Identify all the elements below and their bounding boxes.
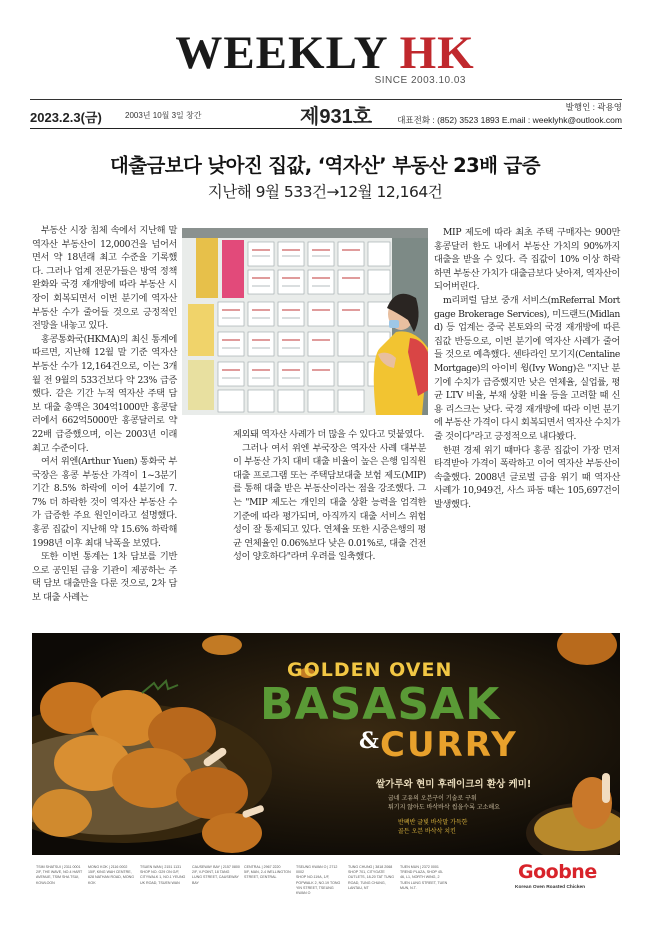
ad-desc-line: 골든 오븐 바삭삭 치킨: [398, 828, 456, 835]
paragraph: 홍콩통화국(HKMA)의 최신 통계에 따르면, 지난해 12월 말 기준 역자산 부동산 수가 12,164건으로, 이는 3개월 전 9월의 533건보다 약 23% 급증했다. 같은 기간 누적 역자산 주택 담보 대출 총액은 304억1000만 홍콩달러에서 662억5000만 홍콩달러로 약 22배 급증했으며, 이는 2003년 이래 최고 수준이다.: [32, 333, 177, 454]
store-address: SHOP 701, CITYGATE OUTLETS, 18-20 TAT TUNG ROAD, TUNG CHUNG, LANTAU, NT: [348, 870, 394, 890]
goobne-logo-sub: Korean Oven Roasted Chicken: [515, 885, 586, 890]
contact-line: 대표전화 : (852) 3523 1893 E.mail : weeklyhk@outlook.com: [397, 115, 622, 125]
store-address: TREND PLAZA, SHOP 45-46, L1, NORTH WING, 2 TUEN LUNG STREET, TUEN MUN, N.T.: [400, 870, 448, 890]
paragraph: 부동산 시장 침체 속에서 지난해 말 역자산 부동산이 12,000건을 넘어서면서 약 18년래 최고 수준을 기록했다. 그러나 업계 전문가들은 방역 정책 완화와 국경 재개방에 따라 부동산 시장이 회복되면서 이번 분기에 역자산 부동산 수가 줄어들 것으로 긍정적인 전망을 내놓고 있다.: [32, 225, 177, 332]
store-name: TSUEN WAN | 2151 1131: [140, 865, 182, 869]
ad-desc-line: 굽네 고유의 오븐구이 기술로 구워: [388, 795, 477, 802]
advertisement-banner[interactable]: [32, 633, 620, 855]
article-column-3: [434, 226, 620, 511]
founded-date: 2003년 10월 3일 창간: [125, 111, 202, 120]
store-name: CAUSEWAY BAY | 2157 0800: [192, 865, 240, 869]
ad-desc-line: 튀기지 않아도 바삭바삭 씹을수록 고소해요: [388, 804, 500, 811]
store-entry: [348, 865, 396, 891]
store-address: SHOP NO.119A, 1/F, POPWALK 2, NO.19 TONG YIN STREET, TSEUNG KWAN O: [296, 875, 341, 896]
store-entry: [244, 865, 292, 881]
ad-brand-top: GOLDEN OVEN: [287, 659, 453, 681]
paragraph: 여서 위엔(Arthur Yuen) 통화국 부국장은 홍콩 부동산 가격이 1~3분기 기간 8.5% 하락에 이어 4분기에 7.7% 더 하락한 것이 역자산 부동산 수가 급증한 주요 원인이라고 설명했다. 홍콩 집값이 지난해 약 15.6% 하락해 1998년 이후 최대 낙폭을 보였다.: [32, 456, 177, 549]
store-name: CENTRAL | 2967 2220: [244, 865, 281, 869]
paragraph: 한편 경제 위기 때마다 홍콩 집값이 가장 먼저 타격받아 가격이 폭락하고 이어 역자산 부동산이 속출했다. 2008년 글로벌 금융 위기 때 역자산 사례가 10,949건, 사스 파동 때는 105,697건이 발생했다.: [434, 444, 620, 510]
masthead-since: SINCE 2003.10.03: [374, 75, 466, 86]
store-name: TUNG CHUNG | 3818 2068: [348, 865, 393, 869]
listing-board: [182, 238, 392, 415]
paragraph: 또한 이번 통계는 1차 담보를 기반으로 공인된 금융 기관이 제공하는 주택 담보 대출만을 다룬 것으로, 2차 담보 대출 사례는: [32, 551, 177, 604]
ad-desc-line: 반팩반 글빛 바삭말 가득한: [398, 819, 468, 826]
store-name: TSIM SHATSUI | 2311 0001: [36, 865, 81, 869]
ad-ampersand: &: [359, 728, 379, 754]
store-entry: [296, 865, 344, 896]
store-entry: [400, 865, 448, 891]
article-headline: 대출금보다 낮아진 집값, ‘역자산’ 부동산 23배 급증: [110, 154, 540, 177]
paragraph: 그러나 여서 위엔 부국장은 역자산 사례 대부분이 부동산 가치 대비 대출 비율이 높은 은행 임직원 대출 프로그램 또는 주택담보대출 보험 제도(MIP)를 통해 대출 받은 부동산이라는 점을 강조했다. 그는 "MIP 제도는 개인의 대출 상환 능력을 엄격한 기준에 따라 평가되며, 아직까지 대출 서비스 위험성이 잘 통제되고 있다. 연체율 또한 시중은행의 평균 연체율인 0.06%보다 낮은 0.01%로, 대출 건전성이 양호하다"라며 우려를 일축했다.: [233, 442, 426, 563]
masthead-title-accent: HK: [399, 27, 475, 79]
store-address: 15/F, KING WAH CENTRE, 628 NATHAN ROAD, MONG KOK: [88, 870, 135, 885]
header-rule-bottom: [30, 128, 622, 129]
ad-brand-main: BASASAK: [260, 679, 501, 730]
issue-date: 2023.2.3(금): [30, 110, 102, 125]
ad-brand-sub: CURRY: [380, 725, 518, 765]
ad-tagline: 쌀가루와 현미 후레이크의 환상 케미!: [376, 779, 532, 790]
store-entry: [140, 865, 188, 886]
store-name: TUEN MUN | 2372 0001: [400, 865, 439, 869]
paragraph: 제외돼 역자산 사례가 더 많을 수 있다고 덧붙였다.: [233, 429, 425, 440]
store-name: MONG KOK | 2116 0002: [88, 865, 128, 869]
store-entry: [88, 865, 136, 886]
goobne-logo: Goobne: [518, 861, 597, 883]
article-photo: [182, 228, 428, 415]
ad-highlight: [398, 818, 467, 836]
article-column-1: [32, 224, 177, 605]
store-entry: [192, 865, 240, 886]
store-address: 5/F, MAN, 2-4 WELLINGTON STREET, CENTRAL: [244, 870, 291, 880]
store-list-footer: [32, 859, 620, 901]
article-column-2: [233, 428, 426, 564]
ad-description: [388, 794, 500, 812]
property-listings-photo: [182, 228, 428, 415]
masthead-title: [0, 28, 650, 78]
store-name: TSEUNG KWAN O | 2712 0002: [296, 865, 338, 875]
publisher-name: 발행인 : 곽용영: [565, 102, 622, 112]
issue-number: 제931호: [300, 106, 373, 128]
publisher-info: [397, 101, 622, 127]
paragraph: m리퍼럴 담보 중개 서비스(mReferral Mortgage Brokerage Services), 미드랜드(Midland) 등 업계는 중국 본토와의 국경 재개방에 따른 집값 반등으로, 이번 분기에 역자산 사례가 줄어들 것으로 예측했다. 센타라인 모기지(Centaline Mortgage)의 아이비 윙(Ivy Wong)은 "지난 분기에 수치가 급증했지만 낮은 연체율, 실업률, 평균 LTV 비율, 부채 상환 비율 등을 고려할 때 신용 리스크는 낮다. 국경 재개방에 따라 이번 분기에 부동산 가격이 다시 회복되면서 역자산 수치가 줄 것이다"라고 긍정적으로 내다봤다.: [434, 294, 620, 442]
store-address: 2/F, V-POINT, 18 TANG LUNG STREET, CAUSEWAY BAY: [192, 870, 239, 885]
store-address: SHOP NO. G29 ON G/F, CITYWALK 1, NO.1 YEUNG UK ROAD, TSUEN WAN: [140, 870, 186, 885]
paragraph: MIP 제도에 따라 최초 주택 구매자는 900만 홍콩달러 한도 내에서 부동산 가치의 90%까지 대출을 받을 수 있다. 즉 집값이 10% 이상 하락하면 부동산 가치가 대출금보다 낮아져, 역자산이 되어버린다.: [434, 227, 620, 293]
article-subheadline: 지난해 9월 533건→12월 12,164건: [207, 183, 443, 201]
store-address: 2/F, THE WAVE, NO.4 HART AVENUE, TSIM SHA TSUI, KOWLOON: [36, 870, 83, 885]
store-entry: [36, 865, 84, 886]
masthead-title-main: WEEKLY: [175, 27, 387, 79]
